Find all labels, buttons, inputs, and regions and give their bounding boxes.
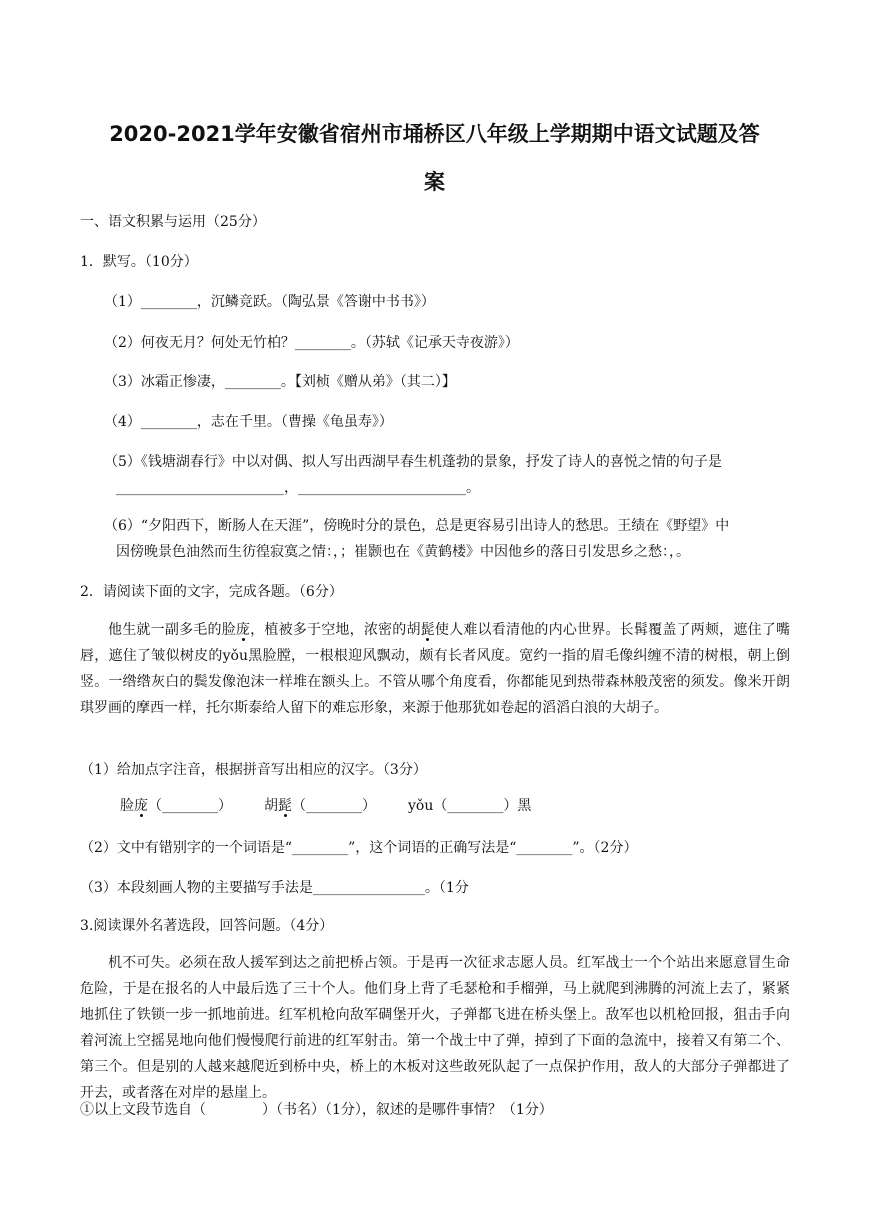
- question-1-item-5: （5）《钱塘湖春行》中以对偶、拟人写出西湖早春生机蓬勃的景象，抒发了诗人的喜悦之情的句子是: [104, 454, 722, 470]
- question-3-heading: 3.阅读课外名著选段，回答问题。（4分）: [80, 918, 334, 934]
- pinyin-blank-2: 胡髭（________）: [264, 798, 376, 814]
- title-line-1: 2020-2021学年安徽省宿州市埇桥区八年级上学期期中语文试题及答: [109, 122, 760, 146]
- question-2-sub-3: （3）本段刻画人物的主要描写手法是________________。（1分: [80, 880, 469, 896]
- question-1-item-2: （2）何夜无月？何处无竹柏？________。（苏轼《记承天寺夜游》）: [104, 335, 519, 351]
- question-1-item-4: （4）________，志在千里。（曹操《龟虽寿》）: [104, 414, 393, 430]
- title-line-2: 案: [424, 170, 445, 194]
- dotted-char-2: 髭: [420, 622, 435, 638]
- document-title: [60, 110, 809, 206]
- question-2-passage: 他生就一副多毛的脸庞，植被多于空地，浓密的胡髭使人难以看清他的内心世界。长髯覆盖了两颊，遮住了嘴唇，遮住了皱似树皮的yǒu黑脸膛，一根根迎风飘动，颇有长者风度。宽约一指的眉毛像纠缠不清的树根，朝上倒竖。一绺绺灰白的鬓发像泡沫一样堆在额头上。不管从哪个角度看，你都能见到热带森林般茂密的须发。像米开朗琪罗画的摩西一样，托尔斯泰给人留下的难忘形象，来源于他那犹如卷起的滔滔白浪的大胡子。: [80, 622, 791, 716]
- question-1-item-1: （1）________，沉鳞竞跃。（陶弘景《答谢中书书》）: [104, 294, 435, 310]
- section-heading: 一、语文积累与运用（25分）: [80, 214, 266, 230]
- question-1-item-5-blanks: ________________________，________________________。: [116, 480, 480, 496]
- question-1-item-6-cont: 因傍晚景色油然而生彷徨寂寞之情：，；崔颢也在《黄鹤楼》中因他乡的落日引发思乡之愁：，。: [116, 544, 690, 560]
- question-2-heading: 2．请阅读下面的文字，完成各题。（6分）: [80, 584, 343, 600]
- question-1-heading: 1．默写。（10分）: [80, 254, 198, 270]
- pinyin-blank-3: yǒu（________）黑: [408, 798, 532, 814]
- dotted-char-1: 庞: [235, 622, 251, 638]
- question-1-item-3: （3）冰霜正惨凄，________。【刘桢《赠从弟》（其二）】: [104, 374, 456, 390]
- question-2-sub-2: （2）文中有错别字的一个词语是“________”，这个词语的正确写法是“________”。（2分）: [80, 840, 638, 856]
- pinyin-blank-1: 脸庞（________）: [120, 798, 232, 814]
- question-3-sub-1: ①以上文段节选自（ ）（书名）（1分），叙述的是哪件事情？（1分）: [80, 1102, 553, 1118]
- question-3-passage: 机不可失。必须在敌人援军到达之前把桥占领。于是再一次征求志愿人员。红军战士一个个站出来愿意冒生命危险，于是在报名的人中最后选了三十个人。他们身上背了毛瑟枪和手榴弹，马上就爬到沸腾的河流上去了，紧紧地抓住了铁锁一步一抓地前进。红军机枪向敌军碉堡开火，子弹都飞进在桥头堡上。敌军也以机枪回报，狙击手向着河流上空摇晃地向他们慢慢爬行前进的红军射击。第一个战士中了弹，掉到了下面的急流中，接着又有第二个、第三个。但是别的人越来越爬近到桥中央，桥上的木板对这些敢死队起了一点保护作用，敌人的大部分子弹都进了开去，或者落在对岸的悬崖上。: [80, 955, 790, 1101]
- question-2-sub-1: （1）给加点字注音，根据拼音写出相应的汉字。（3分）: [80, 762, 427, 778]
- question-1-item-6: （6）“夕阳西下，断肠人在天涯”，傍晚时分的景色，总是更容易引出诗人的愁思。王绩在《野望》中: [104, 518, 730, 534]
